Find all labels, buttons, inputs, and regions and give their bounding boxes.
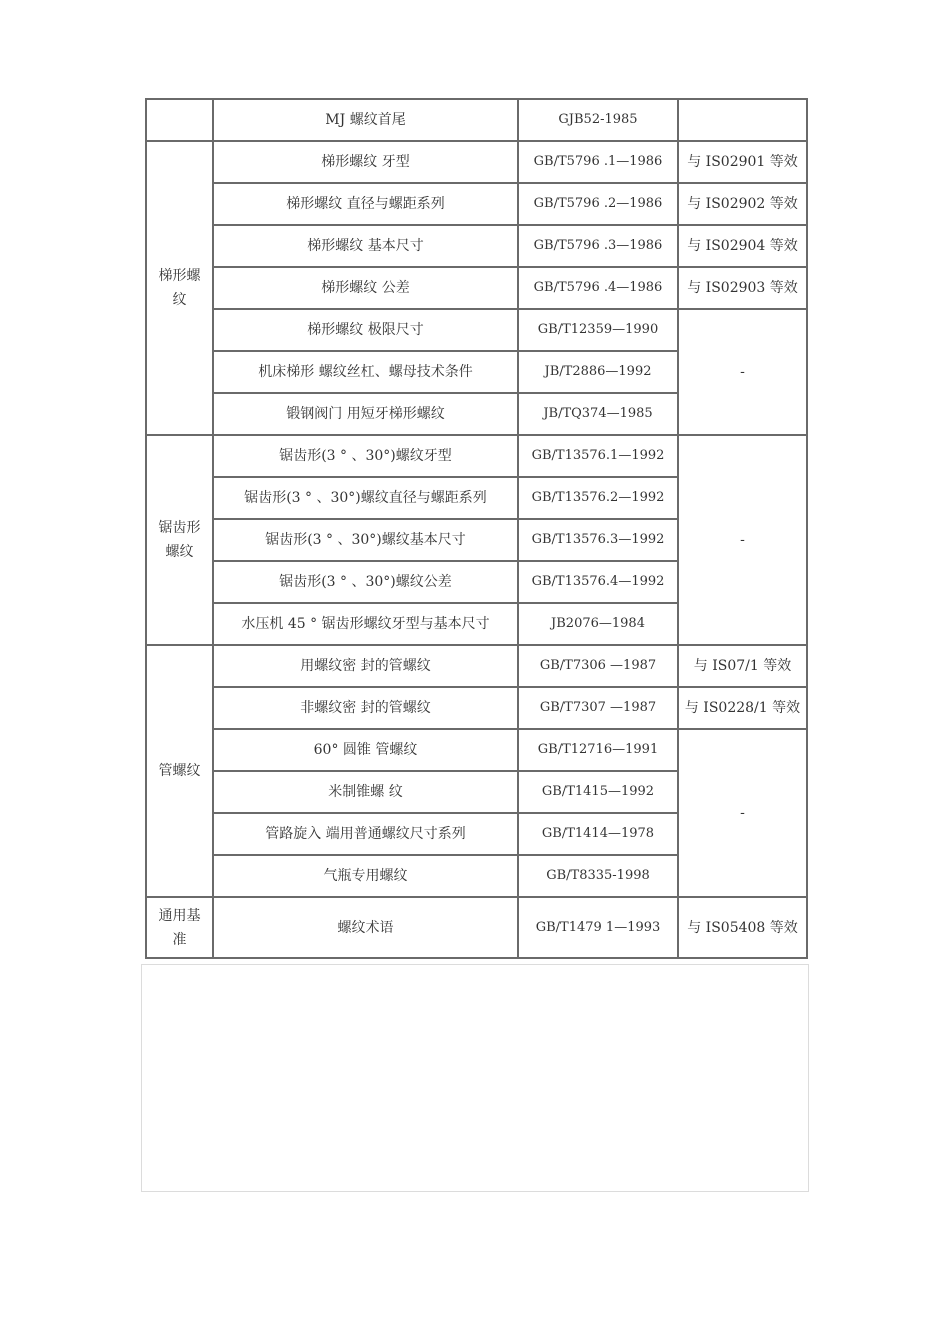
equivalence-note-cell: 与 IS0228/1 等效 [678,687,807,729]
standard-name-cell: 锯齿形(3 ° 、30°)螺纹基本尺寸 [213,519,518,561]
equivalence-note-cell: 与 IS05408 等效 [678,897,807,958]
standard-name-cell: 梯形螺纹 公差 [213,267,518,309]
standard-name-cell: MJ 螺纹首尾 [213,99,518,141]
standard-code-cell: GB/T1479 1—1993 [518,897,678,958]
standard-code-cell: GB/T1415—1992 [518,771,678,813]
table-row [146,309,807,351]
standard-name-cell: 锯齿形(3 ° 、30°)螺纹牙型 [213,435,518,477]
equivalence-note-cell: 与 IS07/1 等效 [678,645,807,687]
table-row [146,645,807,687]
standard-name-cell: 锻钢阀门 用短牙梯形螺纹 [213,393,518,435]
standard-code-cell: GB/T1414—1978 [518,813,678,855]
standard-name-cell: 机床梯形 螺纹丝杠、螺母技术条件 [213,351,518,393]
standard-code-cell: GB/T7306 —1987 [518,645,678,687]
standard-name-cell: 梯形螺纹 极限尺寸 [213,309,518,351]
thread-standards-table [145,98,808,959]
standard-code-cell: GB/T12359—1990 [518,309,678,351]
category-cell: 梯形螺纹 [146,141,213,435]
standard-name-cell: 梯形螺纹 牙型 [213,141,518,183]
standard-code-cell: GB/T13576.4—1992 [518,561,678,603]
table-row [146,729,807,771]
standard-code-cell: GB/T13576.1—1992 [518,435,678,477]
standard-name-cell: 管路旋入 端用普通螺纹尺寸系列 [213,813,518,855]
category-cell [146,99,213,141]
standard-code-cell: GB/T7307 —1987 [518,687,678,729]
equivalence-note-cell: 与 IS02901 等效 [678,141,807,183]
table-row [146,435,807,477]
standard-code-cell: GB/T13576.3—1992 [518,519,678,561]
standard-code-cell: GB/T5796 .1—1986 [518,141,678,183]
empty-content-box [141,964,809,1192]
standard-code-cell: GB/T13576.2—1992 [518,477,678,519]
category-cell: 通用基准 [146,897,213,958]
standard-code-cell: GJB52-1985 [518,99,678,141]
standard-code-cell: GB/T5796 .4—1986 [518,267,678,309]
standard-code-cell: GB/T8335-1998 [518,855,678,897]
equivalence-note-cell [678,99,807,141]
standard-name-cell: 水压机 45 ° 锯齿形螺纹牙型与基本尺寸 [213,603,518,645]
standard-name-cell: 梯形螺纹 基本尺寸 [213,225,518,267]
standard-code-cell: GB/T12716—1991 [518,729,678,771]
category-cell: 锯齿形螺纹 [146,435,213,645]
standard-name-cell: 梯形螺纹 直径与螺距系列 [213,183,518,225]
standard-name-cell: 米制锥螺 纹 [213,771,518,813]
equivalence-note-cell: 与 IS02903 等效 [678,267,807,309]
equivalence-note-cell: - [678,435,807,645]
standard-name-cell: 非螺纹密 封的管螺纹 [213,687,518,729]
table-row [146,141,807,183]
equivalence-note-cell: - [678,729,807,897]
table-row [146,687,807,729]
standard-code-cell: JB/TQ374—1985 [518,393,678,435]
standard-code-cell: JB/T2886—1992 [518,351,678,393]
equivalence-note-cell: 与 IS02902 等效 [678,183,807,225]
standard-name-cell: 锯齿形(3 ° 、30°)螺纹公差 [213,561,518,603]
table-row [146,99,807,141]
category-cell: 管螺纹 [146,645,213,897]
standard-name-cell: 气瓶专用螺纹 [213,855,518,897]
standard-name-cell: 螺纹术语 [213,897,518,958]
standard-code-cell: GB/T5796 .2—1986 [518,183,678,225]
table-row [146,183,807,225]
standard-name-cell: 锯齿形(3 ° 、30°)螺纹直径与螺距系列 [213,477,518,519]
equivalence-note-cell: 与 IS02904 等效 [678,225,807,267]
table-row [146,225,807,267]
standard-name-cell: 60° 圆锥 管螺纹 [213,729,518,771]
equivalence-note-cell: - [678,309,807,435]
standard-name-cell: 用螺纹密 封的管螺纹 [213,645,518,687]
table-row [146,267,807,309]
standard-code-cell: GB/T5796 .3—1986 [518,225,678,267]
table-row [146,897,807,958]
standard-code-cell: JB2076—1984 [518,603,678,645]
